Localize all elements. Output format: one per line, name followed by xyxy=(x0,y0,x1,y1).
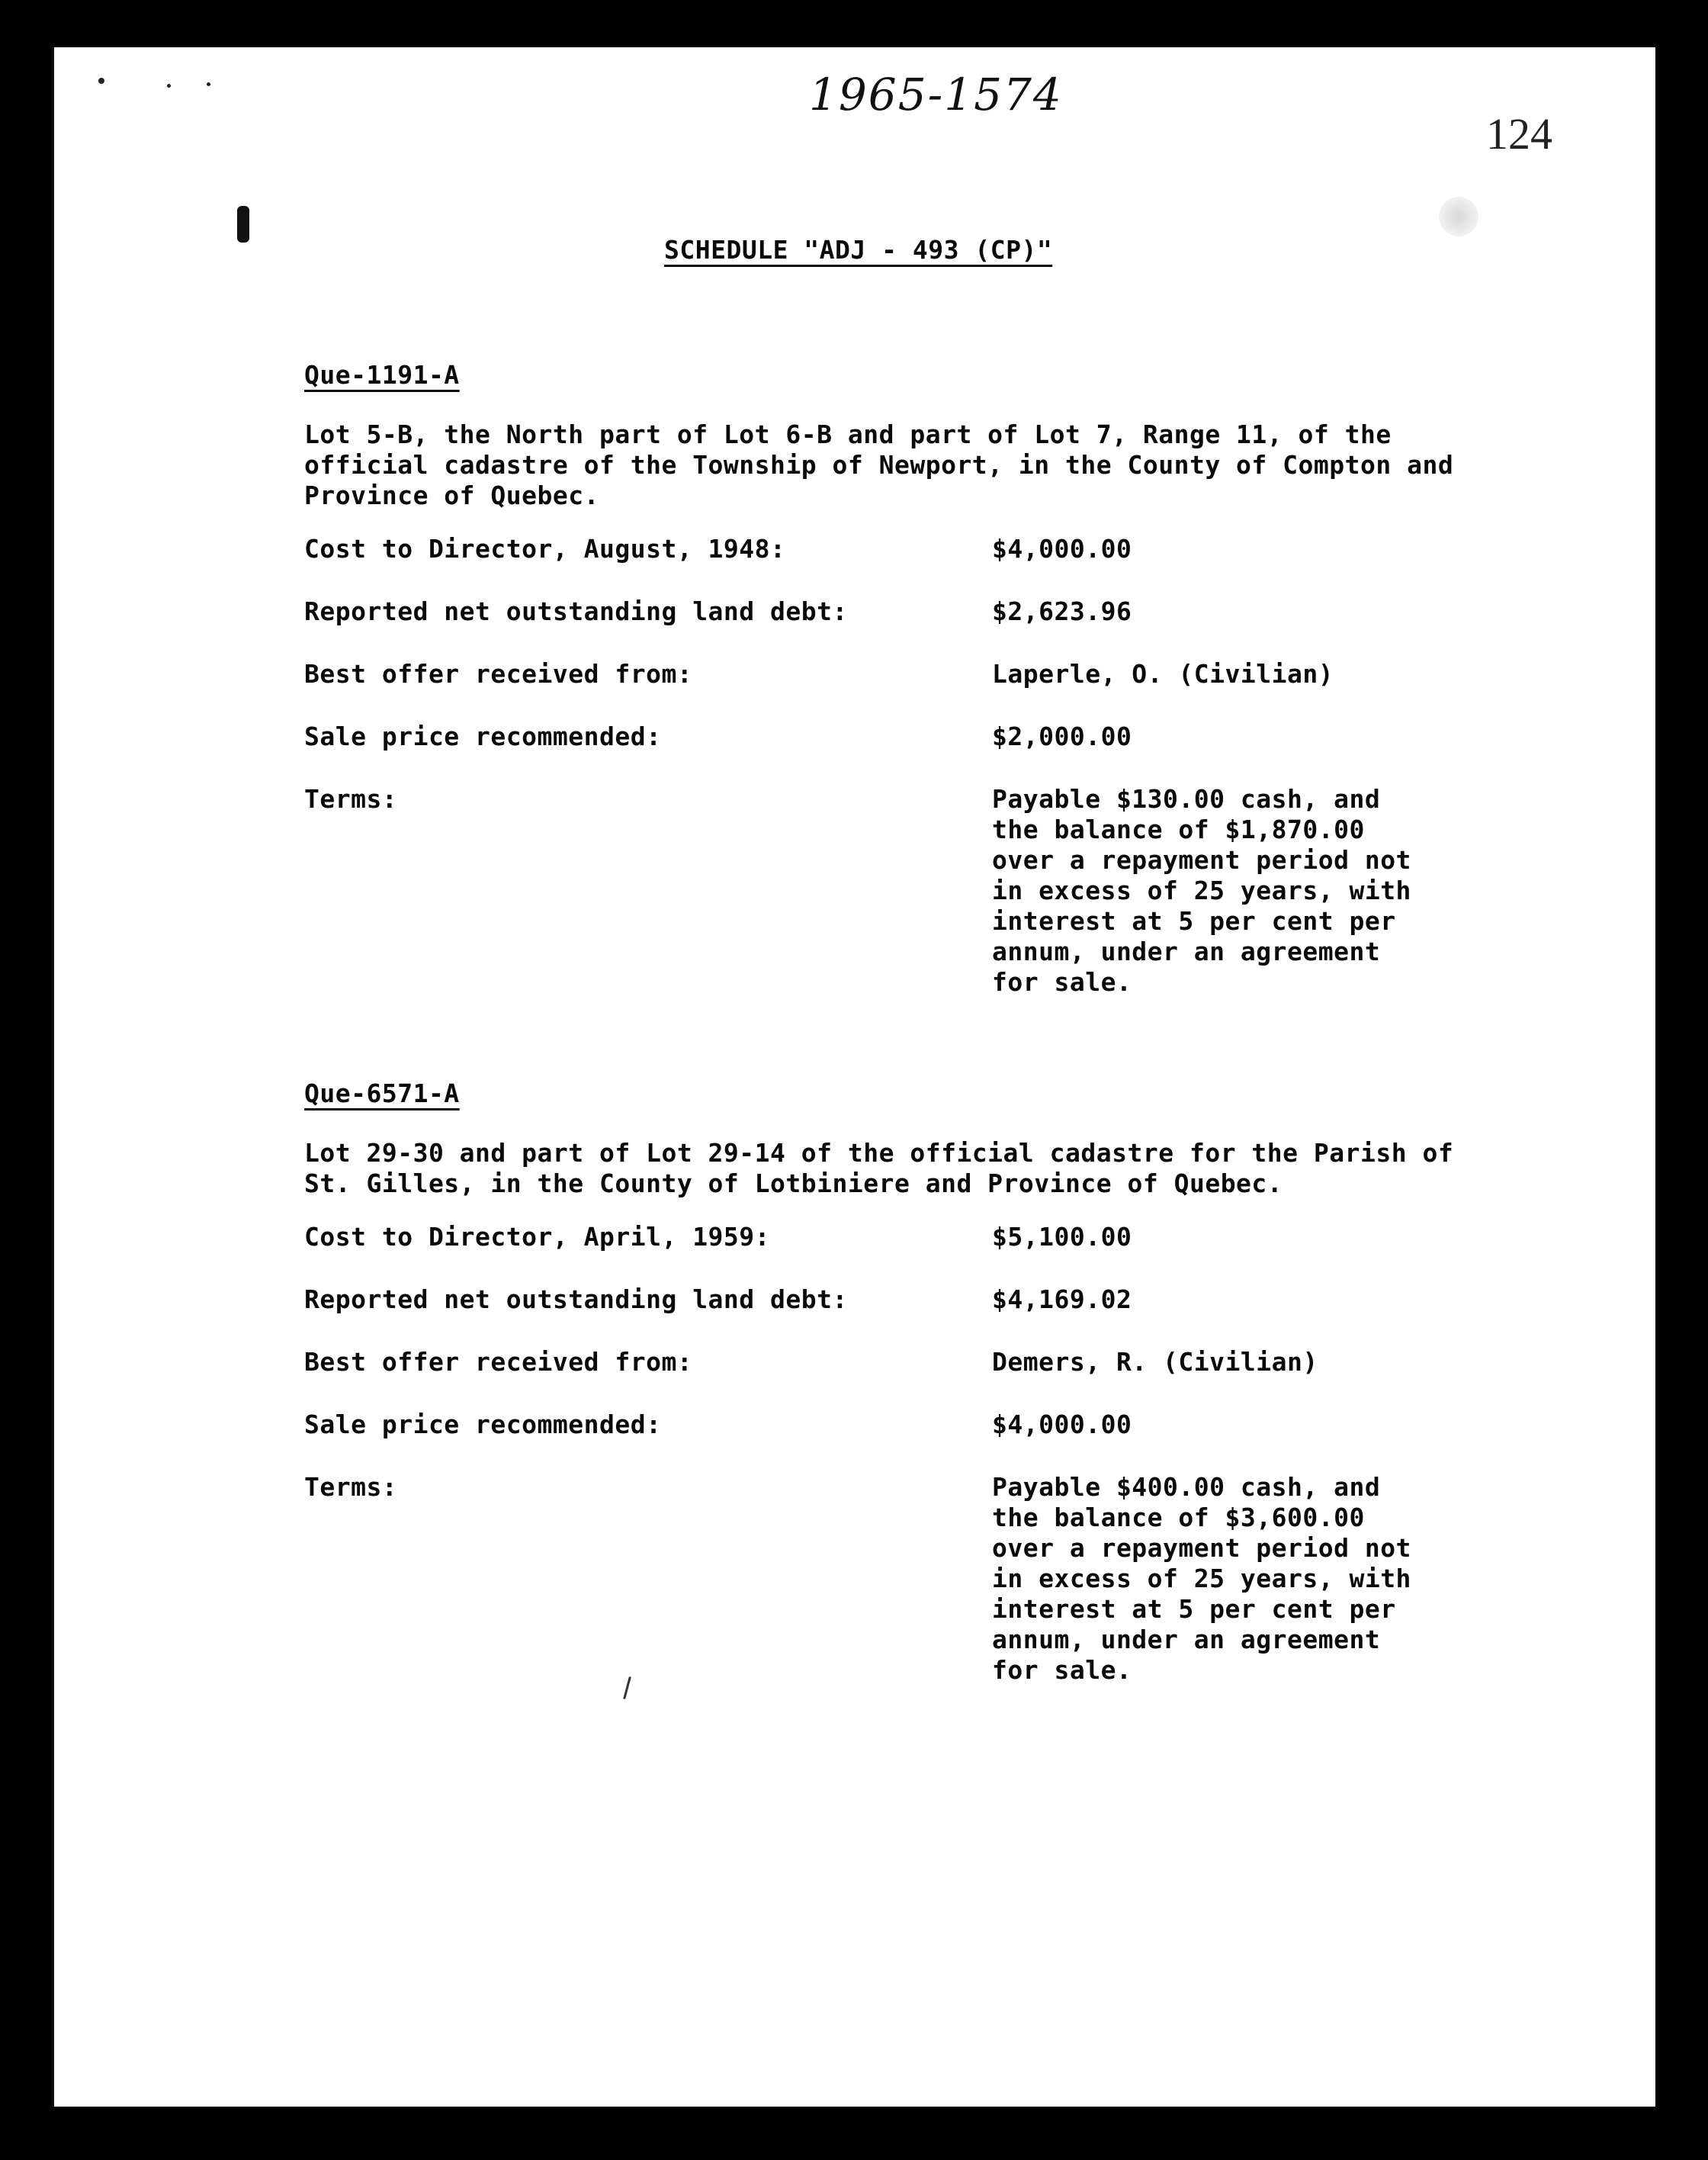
price-value: $4,000.00 xyxy=(992,1409,1132,1439)
terms-line: annum, under an agreement xyxy=(992,937,1381,966)
terms-line: for sale. xyxy=(992,1655,1132,1685)
terms-row xyxy=(304,776,1509,998)
terms-label: Terms: xyxy=(304,784,398,814)
price-value: $2,000.00 xyxy=(992,722,1132,751)
debt-row xyxy=(304,1277,1509,1339)
debt-row xyxy=(304,589,1509,651)
lot-code: Que-1191-A xyxy=(304,360,460,390)
dust-speck xyxy=(98,78,104,84)
terms-line: over a repayment period not xyxy=(992,1533,1411,1563)
terms-line: in excess of 25 years, with xyxy=(992,1564,1411,1593)
lot-section xyxy=(304,1078,1509,1686)
price-label: Sale price recommended: xyxy=(304,1409,662,1439)
page-number: 124 xyxy=(1486,109,1552,159)
debt-value: $2,623.96 xyxy=(992,596,1132,626)
terms-line: Payable $130.00 cash, and xyxy=(992,784,1381,814)
lot-description: Lot 29-30 and part of Lot 29-14 of the official cadastre for the Parish of St. Gilles, in the County of Lotbiniere and Province of Quebec. xyxy=(304,1138,1454,1198)
offer-row xyxy=(304,1339,1509,1402)
price-row xyxy=(304,1402,1509,1464)
terms-line: the balance of $1,870.00 xyxy=(992,815,1365,844)
offer-value: Laperle, O. (Civilian) xyxy=(992,659,1334,689)
debt-label: Reported net outstanding land debt: xyxy=(304,596,848,626)
terms-row xyxy=(304,1464,1509,1686)
price-row xyxy=(304,714,1509,776)
terms-line: interest at 5 per cent per xyxy=(992,906,1396,936)
cost-value: $4,000.00 xyxy=(992,534,1132,564)
terms-line: Payable $400.00 cash, and xyxy=(992,1472,1381,1502)
debt-value: $4,169.02 xyxy=(992,1284,1132,1314)
cost-value: $5,100.00 xyxy=(992,1222,1132,1252)
debt-label: Reported net outstanding land debt: xyxy=(304,1284,848,1314)
terms-line: the balance of $3,600.00 xyxy=(992,1503,1365,1532)
handwritten-reference: 1965-1574 xyxy=(809,69,1063,121)
offer-row xyxy=(304,651,1509,714)
offer-value: Demers, R. (Civilian) xyxy=(992,1347,1318,1377)
terms-text xyxy=(992,1464,1419,1686)
terms-line: interest at 5 per cent per xyxy=(992,1594,1396,1624)
terms-line: for sale. xyxy=(992,967,1132,997)
smudge-mark xyxy=(1439,197,1478,236)
price-label: Sale price recommended: xyxy=(304,722,662,751)
document-page xyxy=(52,47,1655,2107)
dust-speck xyxy=(207,82,210,86)
dust-speck xyxy=(167,84,171,88)
cost-row xyxy=(304,526,1509,589)
cost-row xyxy=(304,1214,1509,1277)
terms-line: annum, under an agreement xyxy=(992,1625,1381,1654)
cost-label: Cost to Director, April, 1959: xyxy=(304,1222,771,1252)
terms-line: over a repayment period not xyxy=(992,845,1411,875)
lot-description: Lot 5-B, the North part of Lot 6-B and part of Lot 7, Range 11, of the official cadastre of the Township of Newport, in the County of Compton and Province of Quebec. xyxy=(304,419,1454,510)
offer-label: Best offer received from: xyxy=(304,659,693,689)
cost-label: Cost to Director, August, 1948: xyxy=(304,534,786,564)
terms-label: Terms: xyxy=(304,1472,398,1502)
offer-label: Best offer received from: xyxy=(304,1347,693,1377)
terms-text xyxy=(992,776,1419,998)
schedule-title: SCHEDULE "ADJ - 493 (CP)" xyxy=(664,235,1053,265)
punch-hole-mark xyxy=(237,206,249,243)
terms-line: in excess of 25 years, with xyxy=(992,876,1411,905)
lot-section xyxy=(304,360,1509,998)
lot-code: Que-6571-A xyxy=(304,1078,460,1108)
